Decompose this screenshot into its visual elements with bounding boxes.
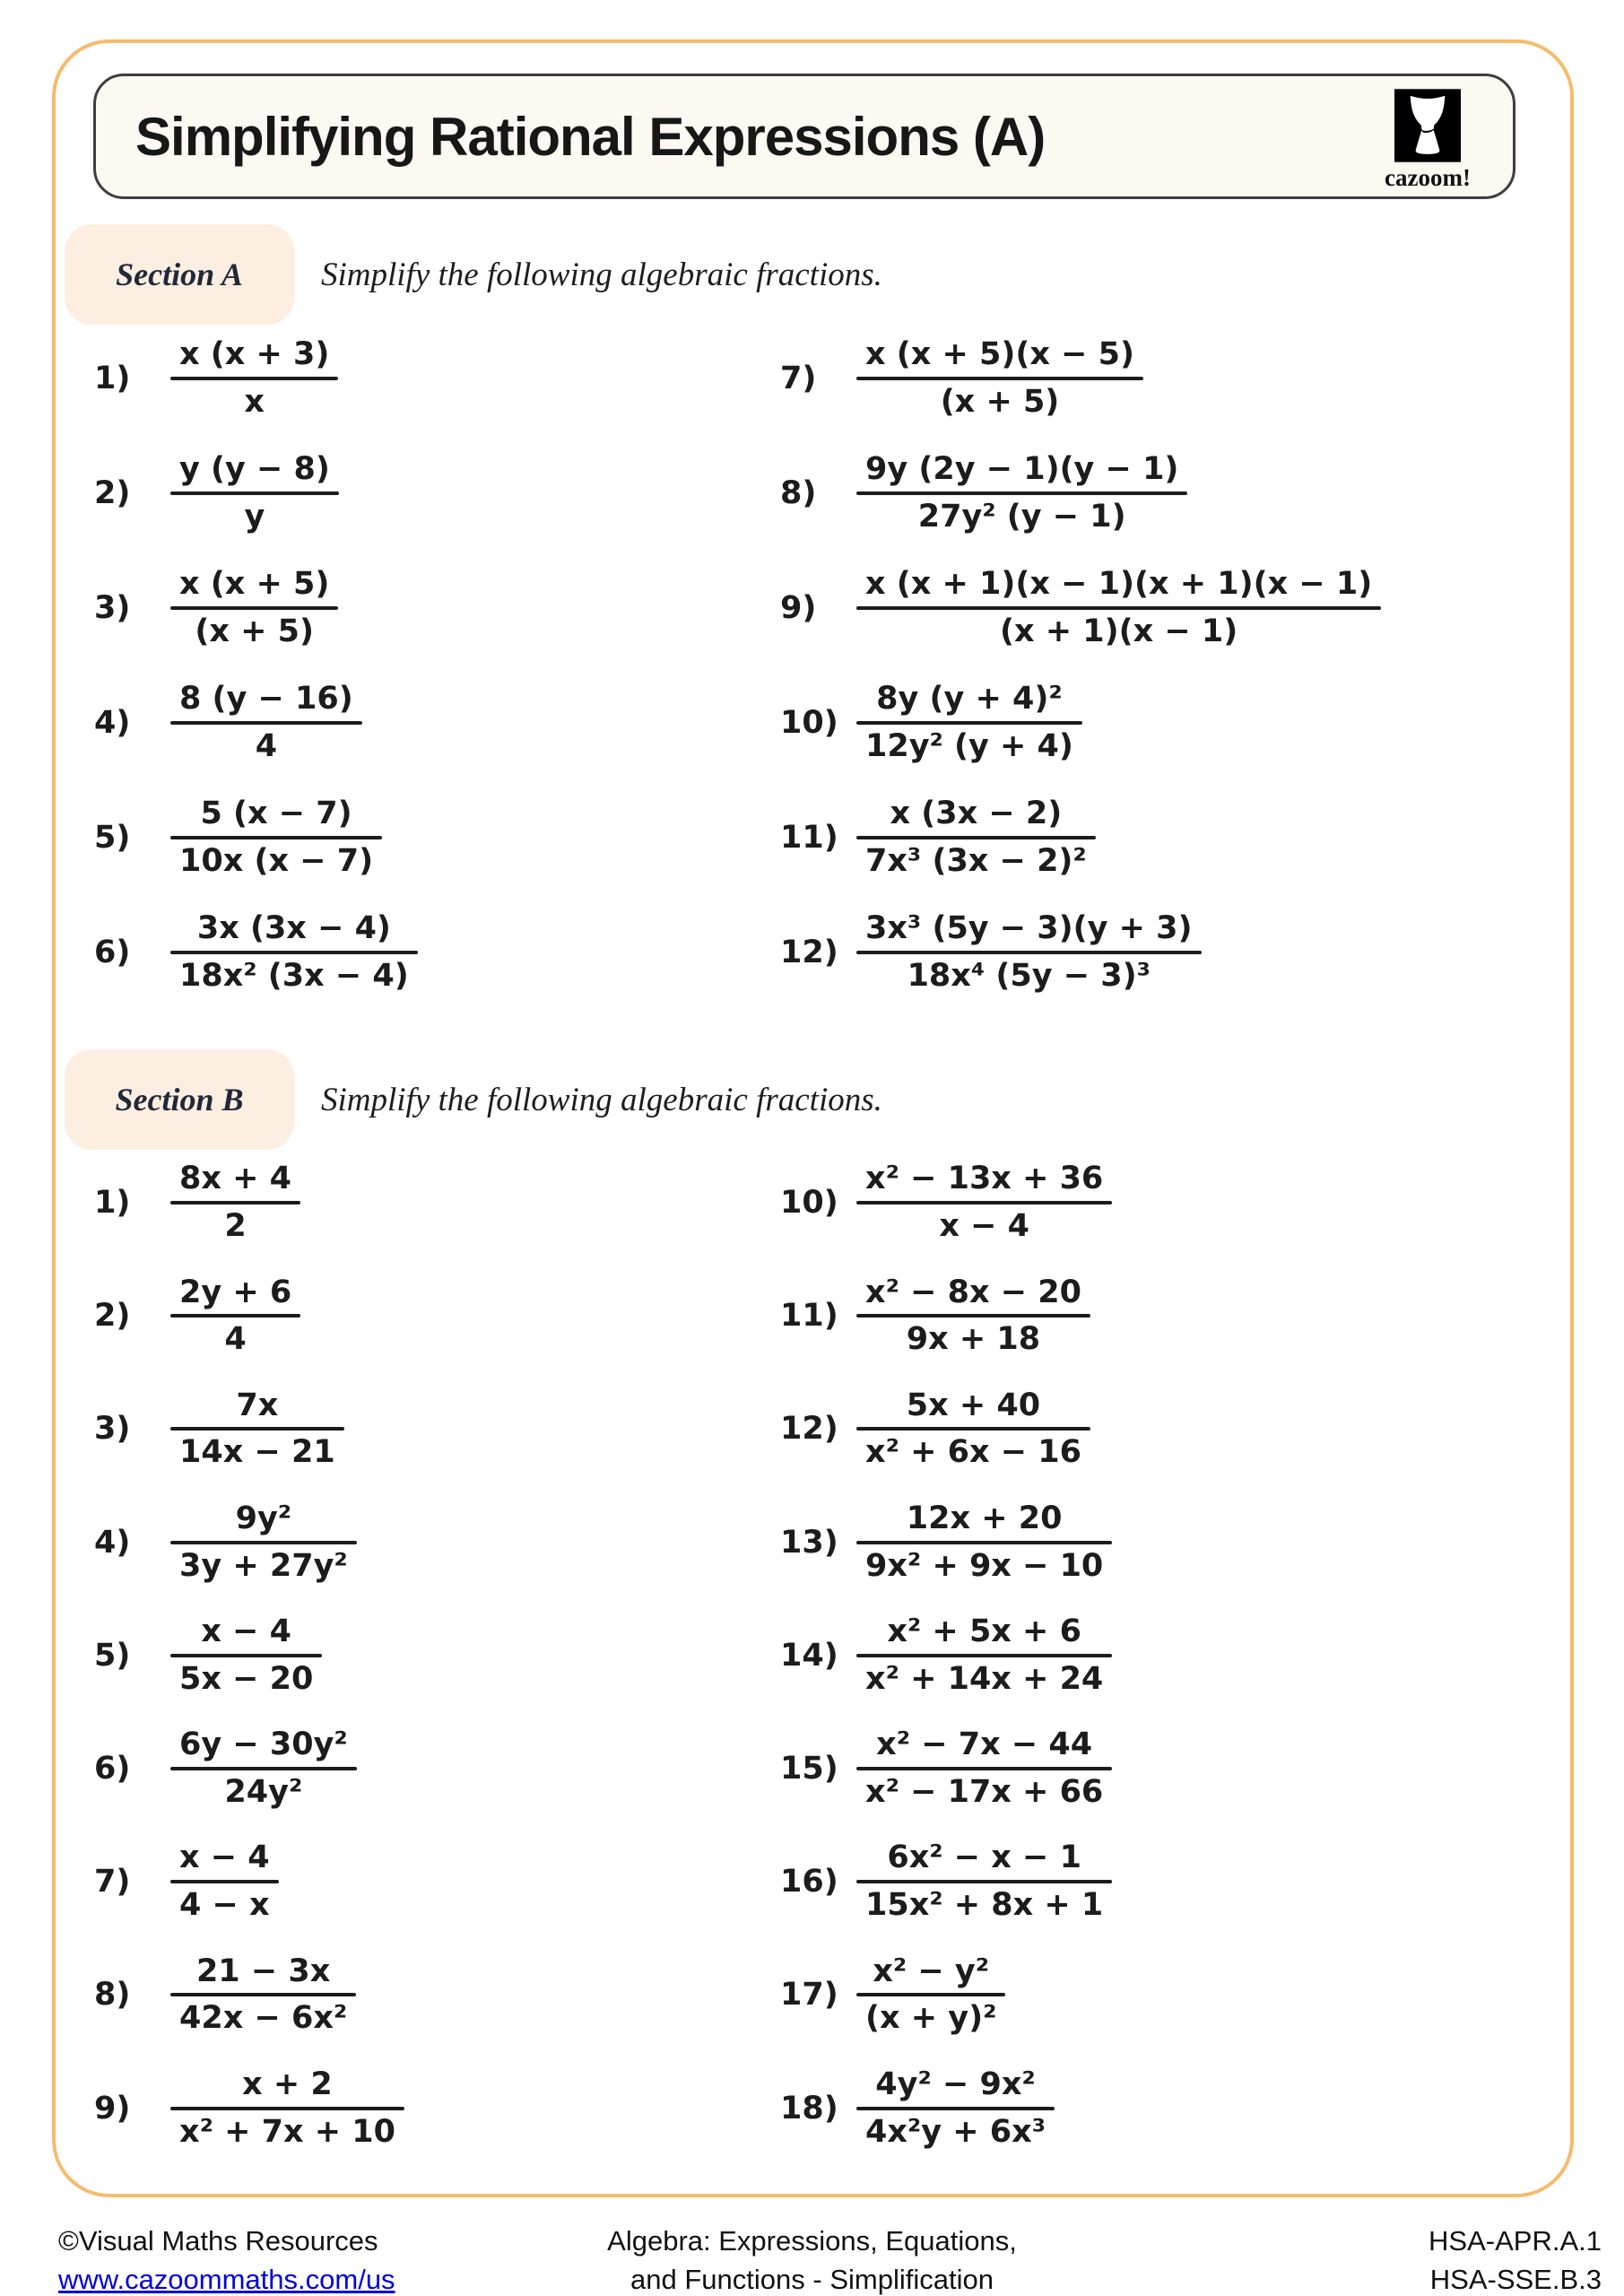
fraction [170, 1389, 344, 1470]
problem-row [94, 1146, 780, 1259]
problem-row [94, 780, 780, 895]
footer-category-line2: and Functions - Simplification [630, 2263, 994, 2295]
fraction [856, 797, 1096, 878]
problem-number: 4) [94, 1524, 131, 1561]
section-a-label-box [65, 224, 294, 325]
fraction-denominator: 15x² + 8x + 1 [865, 1887, 1104, 1924]
fraction [170, 1162, 300, 1243]
problem-row [780, 1372, 1515, 1485]
problem-number: 1) [94, 1185, 131, 1222]
footer-standard-1: HSA-APR.A.1 [1429, 2225, 1602, 2257]
fraction-numerator: 4y² − 9x² [875, 2066, 1036, 2102]
fraction-denominator: 4 [224, 1321, 247, 1358]
fraction-denominator: 3y + 27y² [179, 1547, 348, 1584]
fraction-numerator: 2y + 6 [179, 1274, 292, 1310]
fraction [856, 2068, 1055, 2149]
fraction-denominator: 24y² [224, 1774, 303, 1811]
fraction [170, 1728, 357, 1809]
problem-row [780, 1825, 1515, 1938]
fraction-numerator: x² − y² [873, 1952, 990, 1989]
fraction-numerator: y (y − 8) [179, 451, 330, 488]
fraction [856, 1162, 1112, 1243]
fraction-numerator: 3x³ (5y − 3)(y + 3) [865, 910, 1193, 947]
fraction-numerator: 5x + 40 [906, 1387, 1041, 1423]
fraction-denominator: 4 − x [179, 1887, 270, 1924]
fraction-denominator: x − 4 [939, 1208, 1029, 1245]
fraction [170, 1615, 322, 1696]
fraction-denominator: y [244, 499, 265, 535]
fraction [856, 912, 1202, 993]
fraction-numerator: x (x + 3) [179, 336, 330, 373]
fraction [170, 338, 338, 419]
fraction-numerator: 6x² − x − 1 [887, 1839, 1081, 1876]
worksheet-header [93, 74, 1515, 199]
problem-row [780, 665, 1515, 780]
fraction-numerator: 6y − 30y² [179, 1726, 348, 1763]
fraction [856, 453, 1187, 534]
fraction [856, 1615, 1112, 1696]
fraction-denominator: x² − 17x + 66 [865, 1774, 1104, 1811]
footer-website-link[interactable]: www.cazoommaths.com/us [58, 2263, 395, 2295]
fraction-numerator: x² − 8x − 20 [865, 1274, 1081, 1310]
footer-standard-2: HSA-SSE.B.3 [1429, 2263, 1602, 2295]
fraction-denominator: (x + 1)(x − 1) [1000, 613, 1238, 649]
fraction-numerator: x (x + 5)(x − 5) [865, 336, 1134, 373]
fraction-denominator: 27y² (y − 1) [917, 499, 1126, 535]
problem-number: 17) [780, 1977, 838, 2013]
fraction-numerator: 7x [236, 1387, 279, 1423]
fraction [856, 1389, 1090, 1470]
fraction [856, 1502, 1112, 1583]
section-b-instruction: Simplify the following algebraic fractions. [321, 1081, 882, 1118]
section-a-problems [94, 321, 1515, 1010]
problem-row [780, 436, 1515, 551]
problem-row [94, 1938, 780, 2051]
fraction-denominator: 42x − 6x² [179, 2000, 348, 2037]
fraction-denominator: x² + 7x + 10 [179, 2113, 395, 2150]
fraction-numerator: 9y² [235, 1500, 292, 1536]
section-a-header [65, 224, 882, 325]
problem-number: 2) [94, 475, 131, 511]
problem-number: 9) [780, 590, 817, 626]
problem-row [780, 321, 1515, 436]
problem-row [780, 551, 1515, 665]
problem-row [94, 1259, 780, 1372]
fraction-numerator: 8 (y − 16) [179, 681, 353, 718]
section-b-label-box [65, 1049, 294, 1150]
fraction [170, 1952, 356, 2037]
problem-number: 15) [780, 1751, 838, 1787]
page-title: Simplifying Rational Expressions (A) [135, 106, 1046, 167]
problem-row [780, 1259, 1515, 1372]
fraction [856, 338, 1143, 419]
fraction-denominator: 18x² (3x − 4) [179, 958, 409, 994]
fraction-numerator: x + 2 [242, 2066, 333, 2102]
fraction [170, 1502, 357, 1583]
fraction-numerator: x (x + 5) [179, 566, 330, 603]
problem-row [780, 780, 1515, 895]
problem-number: 10) [780, 1185, 838, 1222]
problem-number: 9) [94, 2090, 131, 2126]
footer [0, 2222, 1624, 2296]
drum-icon [1394, 89, 1461, 162]
problem-number: 16) [780, 1864, 838, 1900]
problem-row [94, 1712, 780, 1825]
problem-number: 5) [94, 1637, 131, 1674]
problem-number: 8) [94, 1977, 131, 2013]
fraction-denominator: 9x + 18 [906, 1321, 1041, 1358]
fraction-numerator: x (3x − 2) [890, 796, 1063, 832]
fraction [170, 683, 362, 763]
fraction-denominator: x² + 6x − 16 [865, 1434, 1081, 1471]
problem-row [94, 1599, 780, 1712]
problem-row [94, 436, 780, 551]
problem-row [780, 1938, 1515, 2051]
problem-row [94, 1372, 780, 1485]
fraction-numerator: 12x + 20 [906, 1500, 1063, 1536]
footer-left [58, 2222, 395, 2296]
fraction [170, 568, 338, 648]
problem-row [780, 1599, 1515, 1712]
fraction [856, 1952, 1005, 2037]
fraction-denominator: 18x⁴ (5y − 3)³ [907, 958, 1151, 994]
fraction-denominator: 7x³ (3x − 2)² [865, 843, 1087, 879]
fraction-numerator: 3x (3x − 4) [196, 910, 391, 947]
fraction-numerator: 9y (2y − 1)(y − 1) [865, 451, 1179, 488]
fraction [856, 683, 1082, 763]
problem-row [780, 2052, 1515, 2165]
problem-row [94, 1486, 780, 1599]
fraction-denominator: (x + y)² [865, 2000, 997, 2037]
problem-row [780, 1486, 1515, 1599]
problem-number: 6) [94, 935, 131, 970]
fraction-denominator: x² + 14x + 24 [865, 1660, 1104, 1697]
fraction-numerator: 21 − 3x [195, 1952, 331, 1989]
problem-row [780, 1146, 1515, 1259]
section-a-instruction: Simplify the following algebraic fractions. [321, 256, 882, 293]
fraction-numerator: x (x + 1)(x − 1)(x + 1)(x − 1) [865, 566, 1373, 603]
fraction-numerator: x² − 13x + 36 [865, 1161, 1104, 1197]
problem-row [94, 551, 780, 665]
fraction [856, 568, 1381, 648]
fraction-numerator: x² − 7x − 44 [876, 1726, 1093, 1763]
problem-number: 7) [780, 361, 817, 396]
fraction-numerator: 5 (x − 7) [200, 796, 352, 832]
problem-number: 12) [780, 1411, 838, 1448]
fraction [170, 1841, 279, 1922]
fraction-numerator: x² + 5x + 6 [887, 1613, 1081, 1650]
problem-number: 5) [94, 820, 131, 856]
problem-number: 11) [780, 820, 838, 856]
fraction [170, 797, 382, 878]
fraction [856, 1841, 1112, 1922]
problem-number: 12) [780, 935, 838, 970]
footer-category-line1: Algebra: Expressions, Equations, [607, 2225, 1017, 2257]
fraction [170, 2068, 404, 2149]
fraction-numerator: 8y (y + 4)² [876, 681, 1063, 718]
fraction-denominator: 10x (x − 7) [179, 843, 374, 879]
fraction-denominator: 12y² (y + 4) [865, 728, 1073, 764]
fraction-denominator: 9x² + 9x − 10 [865, 1547, 1104, 1584]
problem-number: 6) [94, 1751, 131, 1787]
fraction-denominator: (x + 5) [940, 384, 1060, 420]
fraction [170, 912, 418, 993]
problem-number: 2) [94, 1298, 131, 1335]
fraction-denominator: x [244, 384, 265, 420]
problem-number: 1) [94, 361, 131, 396]
fraction-numerator: 8x + 4 [179, 1161, 291, 1197]
fraction-denominator: 14x − 21 [179, 1434, 335, 1471]
problem-number: 18) [780, 2090, 838, 2126]
cazoom-logo [1369, 89, 1486, 192]
fraction-denominator: 5x − 20 [179, 1660, 314, 1697]
footer-category [607, 2222, 1017, 2296]
fraction-numerator: x − 4 [179, 1839, 270, 1876]
section-b-problems [94, 1146, 1515, 2165]
problem-row [780, 895, 1515, 1010]
fraction [856, 1276, 1090, 1357]
fraction-denominator: 4 [255, 728, 278, 764]
problem-number: 3) [94, 1411, 131, 1448]
problem-row [780, 1712, 1515, 1825]
fraction [856, 1728, 1112, 1809]
problem-row [94, 1825, 780, 1938]
fraction-denominator: 4x²y + 6x³ [865, 2113, 1046, 2150]
footer-standards [1429, 2222, 1602, 2296]
section-b-label: Section B [115, 1082, 244, 1118]
problem-number: 3) [94, 590, 131, 626]
fraction [170, 1276, 300, 1357]
fraction [170, 453, 339, 534]
fraction-denominator: (x + 5) [195, 613, 314, 649]
problem-row [94, 895, 780, 1010]
fraction-denominator: 2 [224, 1208, 247, 1245]
footer-copyright: ©Visual Maths Resources [58, 2225, 378, 2257]
problem-row [94, 321, 780, 436]
problem-number: 11) [780, 1298, 838, 1335]
logo-brand-text: cazoom! [1385, 164, 1471, 191]
section-b-header [65, 1049, 882, 1150]
problem-number: 4) [94, 705, 131, 741]
section-a-label: Section A [116, 257, 243, 292]
fraction-numerator: x − 4 [201, 1613, 291, 1650]
problem-number: 7) [94, 1864, 131, 1900]
problem-row [94, 665, 780, 780]
problem-number: 13) [780, 1524, 838, 1561]
problem-row [94, 2052, 780, 2165]
problem-number: 10) [780, 705, 838, 741]
problem-number: 14) [780, 1637, 838, 1674]
problem-number: 8) [780, 475, 817, 511]
